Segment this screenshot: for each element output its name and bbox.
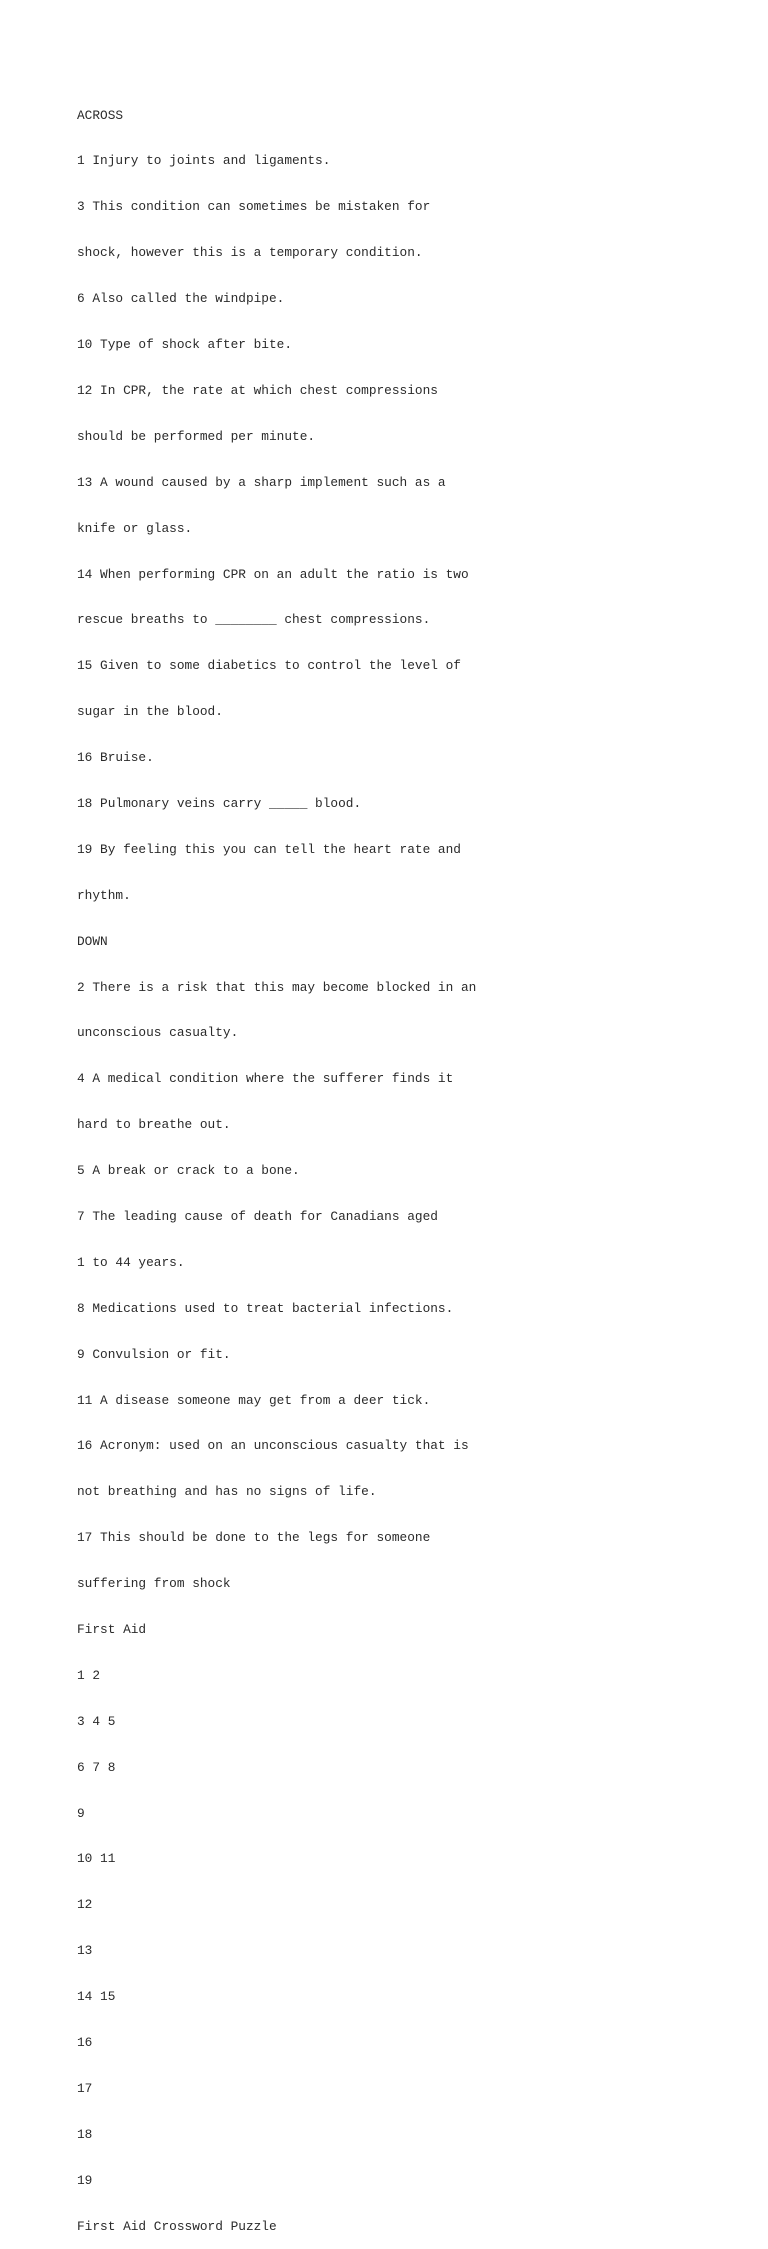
clue-down-4-cont: hard to breathe out.: [77, 1117, 231, 1133]
grid-numbers-row: 10 11: [77, 1851, 116, 1867]
clue-down-16: 16 Acronym: used on an unconscious casualty that is: [77, 1438, 469, 1454]
section-heading-across: ACROSS: [77, 107, 124, 123]
grid-numbers-row: 12: [77, 1897, 93, 1913]
clue-across-3-cont: shock, however this is a temporary condition.: [77, 245, 423, 261]
clue-down-17-cont: suffering from shock: [77, 1576, 231, 1592]
section-heading-down: DOWN: [77, 933, 108, 949]
clue-across-12-cont: should be performed per minute.: [77, 428, 316, 444]
clue-across-16: 16 Bruise.: [77, 750, 154, 766]
clue-down-11: 11 A disease someone may get from a deer tick.: [77, 1392, 431, 1408]
grid-numbers-row: 19: [77, 2172, 93, 2188]
clue-down-5: 5 A break or crack to a bone.: [77, 1163, 300, 1179]
grid-title: First Aid: [77, 1621, 147, 1637]
grid-numbers-row: 14 15: [77, 1989, 116, 2005]
clue-across-15: 15 Given to some diabetics to control the level of: [77, 658, 461, 674]
clue-across-13: 13 A wound caused by a sharp implement such as a: [77, 474, 446, 490]
puzzle-footer-title: First Aid Crossword Puzzle: [77, 2218, 277, 2234]
clue-across-10: 10 Type of shock after bite.: [77, 337, 293, 353]
grid-numbers-row: 6 7 8: [77, 1759, 116, 1775]
clue-across-14-cont: rescue breaths to ________ chest compressions.: [77, 612, 431, 628]
clue-down-9: 9 Convulsion or fit.: [77, 1346, 231, 1362]
grid-numbers-row: 3 4 5: [77, 1713, 116, 1729]
document-page: [77, 77, 737, 2249]
clue-down-2-cont: unconscious casualty.: [77, 1025, 239, 1041]
clue-across-12: 12 In CPR, the rate at which chest compressions: [77, 382, 438, 398]
clue-across-6: 6 Also called the windpipe.: [77, 291, 285, 307]
clue-across-3: 3 This condition can sometimes be mistaken for: [77, 199, 431, 215]
clue-across-18: 18 Pulmonary veins carry _____ blood.: [77, 795, 362, 811]
clue-down-8: 8 Medications used to treat bacterial infections.: [77, 1300, 454, 1316]
clue-down-2: 2 There is a risk that this may become blocked in an: [77, 979, 477, 995]
clue-down-7: 7 The leading cause of death for Canadians aged: [77, 1208, 438, 1224]
clue-down-16-cont: not breathing and has no signs of life.: [77, 1484, 377, 1500]
grid-numbers-row: 1 2: [77, 1667, 101, 1683]
grid-numbers-row: 17: [77, 2080, 93, 2096]
grid-numbers-row: 16: [77, 2035, 93, 2050]
clue-across-15-cont: sugar in the blood.: [77, 704, 223, 720]
clue-across-1: 1 Injury to joints and ligaments.: [77, 153, 331, 169]
clue-down-4: 4 A medical condition where the sufferer finds it: [77, 1071, 454, 1087]
clue-down-7-cont: 1 to 44 years.: [77, 1254, 185, 1270]
clue-across-14: 14 When performing CPR on an adult the ratio is two: [77, 566, 469, 582]
grid-numbers-row: 18: [77, 2126, 93, 2142]
clue-across-13-cont: knife or glass.: [77, 520, 193, 536]
clue-across-19: 19 By feeling this you can tell the heart rate and: [77, 841, 461, 857]
grid-numbers-row: 9: [77, 1805, 85, 1821]
clue-across-19-cont: rhythm.: [77, 887, 131, 903]
grid-numbers-row: 13: [77, 1943, 93, 1959]
clue-down-17: 17 This should be done to the legs for someone: [77, 1530, 431, 1546]
